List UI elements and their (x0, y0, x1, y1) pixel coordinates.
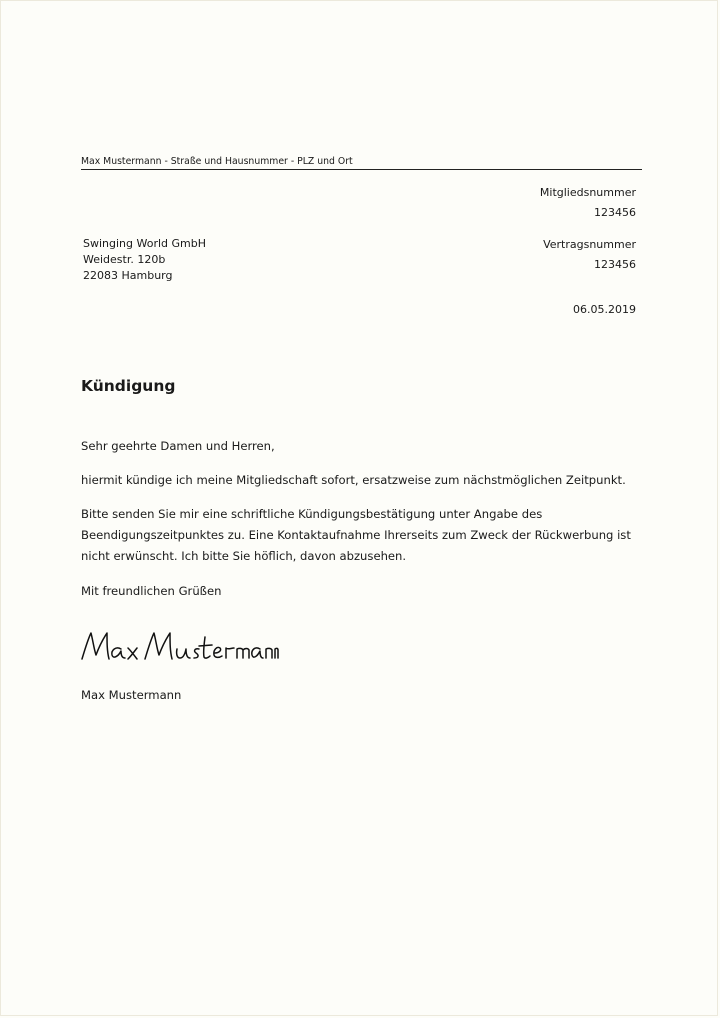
contract-number-label: Vertragsnummer (543, 238, 636, 251)
recipient-company: Swinging World GmbH (83, 237, 207, 250)
printed-name: Max Mustermann (81, 688, 182, 702)
closing-phrase: Mit freundlichen Grüßen (81, 584, 222, 598)
member-number-value: 123456 (594, 206, 636, 219)
body-paragraph-1: hiermit kündige ich meine Mitgliedschaft sofort, ersatzweise zum nächstmöglichen Zeitpunkt. (81, 473, 626, 487)
member-number-block (540, 183, 636, 223)
handwritten-signature (79, 621, 279, 671)
salutation: Sehr geehrte Damen und Herren, (81, 439, 275, 453)
member-number-label: Mitgliedsnummer (539, 186, 636, 199)
sender-return-address: Max Mustermann - Straße und Hausnummer - PLZ und Ort (81, 155, 642, 170)
recipient-street: Weidestr. 120b (83, 253, 166, 266)
contract-number-value: 123456 (594, 258, 636, 271)
contract-number-block (543, 235, 636, 275)
letter-subject: Kündigung (81, 377, 176, 395)
body-paragraph-2: Bitte senden Sie mir eine schriftliche Kündigungsbestätigung unter Angabe des Beendigungszeitpunktes zu. Eine Kontaktaufnahme Ihrerseits zum Zweck der Rückwerbung ist nicht erwünscht. Ich bitte Sie höflich, davon abzusehen. (81, 507, 631, 563)
recipient-city: 22083 Hamburg (83, 269, 173, 282)
letter-date: 06.05.2019 (573, 303, 636, 316)
recipient-address (83, 236, 206, 284)
